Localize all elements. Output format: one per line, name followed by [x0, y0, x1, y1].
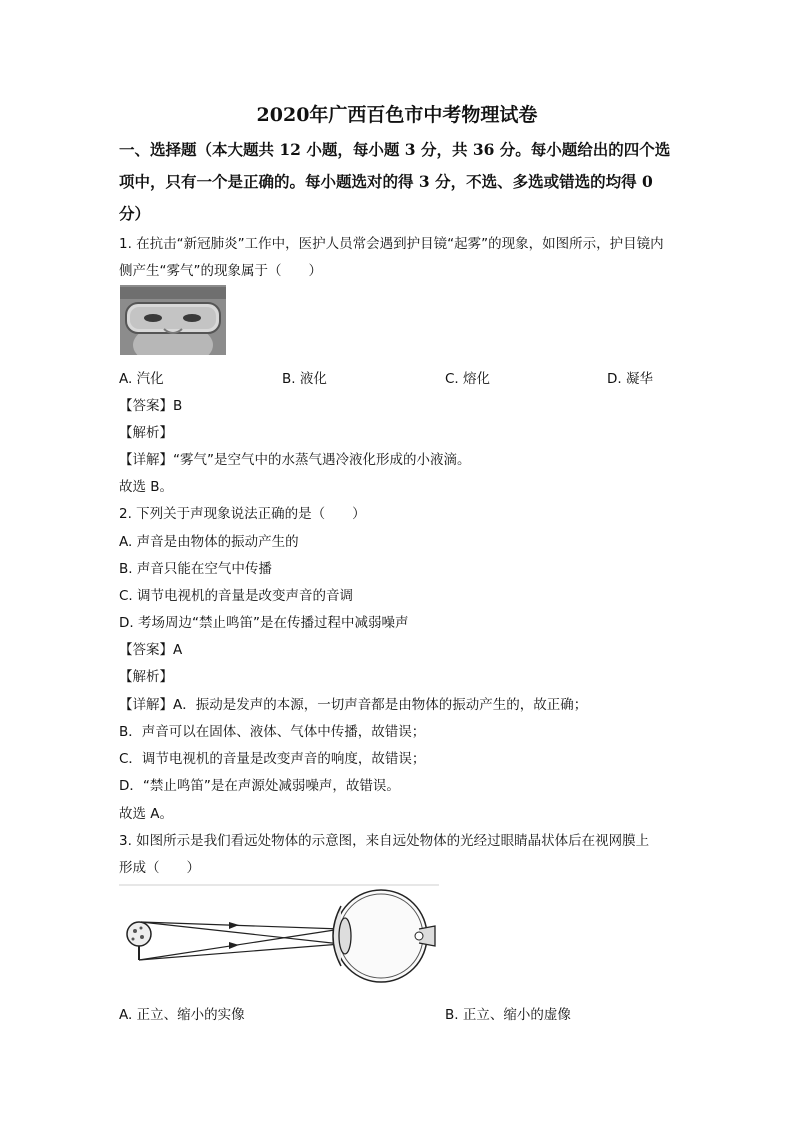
q1-option-c: C. 熔化	[445, 371, 491, 387]
section-heading-line-1: 一、选择题（本大题共 12 小题，每小题 3 分，共 36 分。每小题给出的四个选	[119, 140, 671, 159]
q1-option-d: D. 凝华	[607, 371, 653, 387]
q1-analysis-label: 【解析】	[119, 425, 173, 441]
section-heading-line-3: 分）	[119, 204, 151, 223]
q1-stem-line-1: 1. 在抗击“新冠肺炎”工作中，医护人员常会遇到护目镜“起雾”的现象，如图所示，护目镜内	[119, 236, 664, 252]
q2-option-d: D. 考场周边“禁止鸣笛”是在传播过程中减弱噪声	[119, 615, 409, 631]
q1-stem-line-2: 侧产生“雾气”的现象属于（ ）	[119, 263, 322, 279]
q2-detail-line: B．声音可以在固体、液体、气体中传播，故错误；	[119, 724, 426, 740]
q3-option-a: A. 正立、缩小的实像	[119, 1007, 245, 1023]
q2-option-c: C. 调节电视机的音量是改变声音的音调	[119, 588, 354, 604]
q1-answer: 【答案】B	[119, 398, 183, 414]
tree-icon	[127, 922, 151, 960]
q2-detail-line: 【详解】A．振动是发声的本源，一切声音都是由物体的振动产生的，故正确；	[119, 697, 588, 713]
q2-answer: 【答案】A	[119, 642, 183, 658]
document-title: 2020年广西百色市中考物理试卷	[256, 104, 538, 126]
q3-stem-line-1: 3. 如图所示是我们看远处物体的示意图，来自远处物体的光经过眼睛晶状体后在视网膜上	[119, 833, 650, 849]
q2-option-a: A. 声音是由物体的振动产生的	[119, 534, 299, 550]
q1-detail: 【详解】“雾气”是空气中的水蒸气遇冷液化形成的小液滴。	[119, 452, 471, 468]
eyeball-icon	[333, 890, 435, 982]
q1-conclusion: 故选 B。	[119, 479, 174, 495]
q2-stem: 2. 下列关于声现象说法正确的是（ ）	[119, 506, 366, 522]
q1-option-b: B. 液化	[282, 371, 327, 387]
q1-option-a: A. 汽化	[119, 371, 164, 387]
q3-option-b: B. 正立、缩小的虚像	[445, 1007, 571, 1023]
eye-diagram	[119, 884, 439, 989]
section-heading-line-2: 项中，只有一个是正确的。每小题选对的得 3 分，不选、多选或错选的均得 0	[119, 172, 653, 191]
q2-analysis-label: 【解析】	[119, 669, 173, 685]
q2-detail-line: D．“禁止鸣笛”是在声源处减弱噪声，故错误。	[119, 778, 400, 794]
q2-detail-line: C．调节电视机的音量是改变声音的响度，故错误；	[119, 751, 426, 767]
q3-stem-line-2: 形成（ ）	[119, 860, 200, 876]
goggles-photo	[120, 285, 226, 355]
q2-conclusion: 故选 A。	[119, 806, 174, 822]
q2-option-b: B. 声音只能在空气中传播	[119, 561, 272, 577]
